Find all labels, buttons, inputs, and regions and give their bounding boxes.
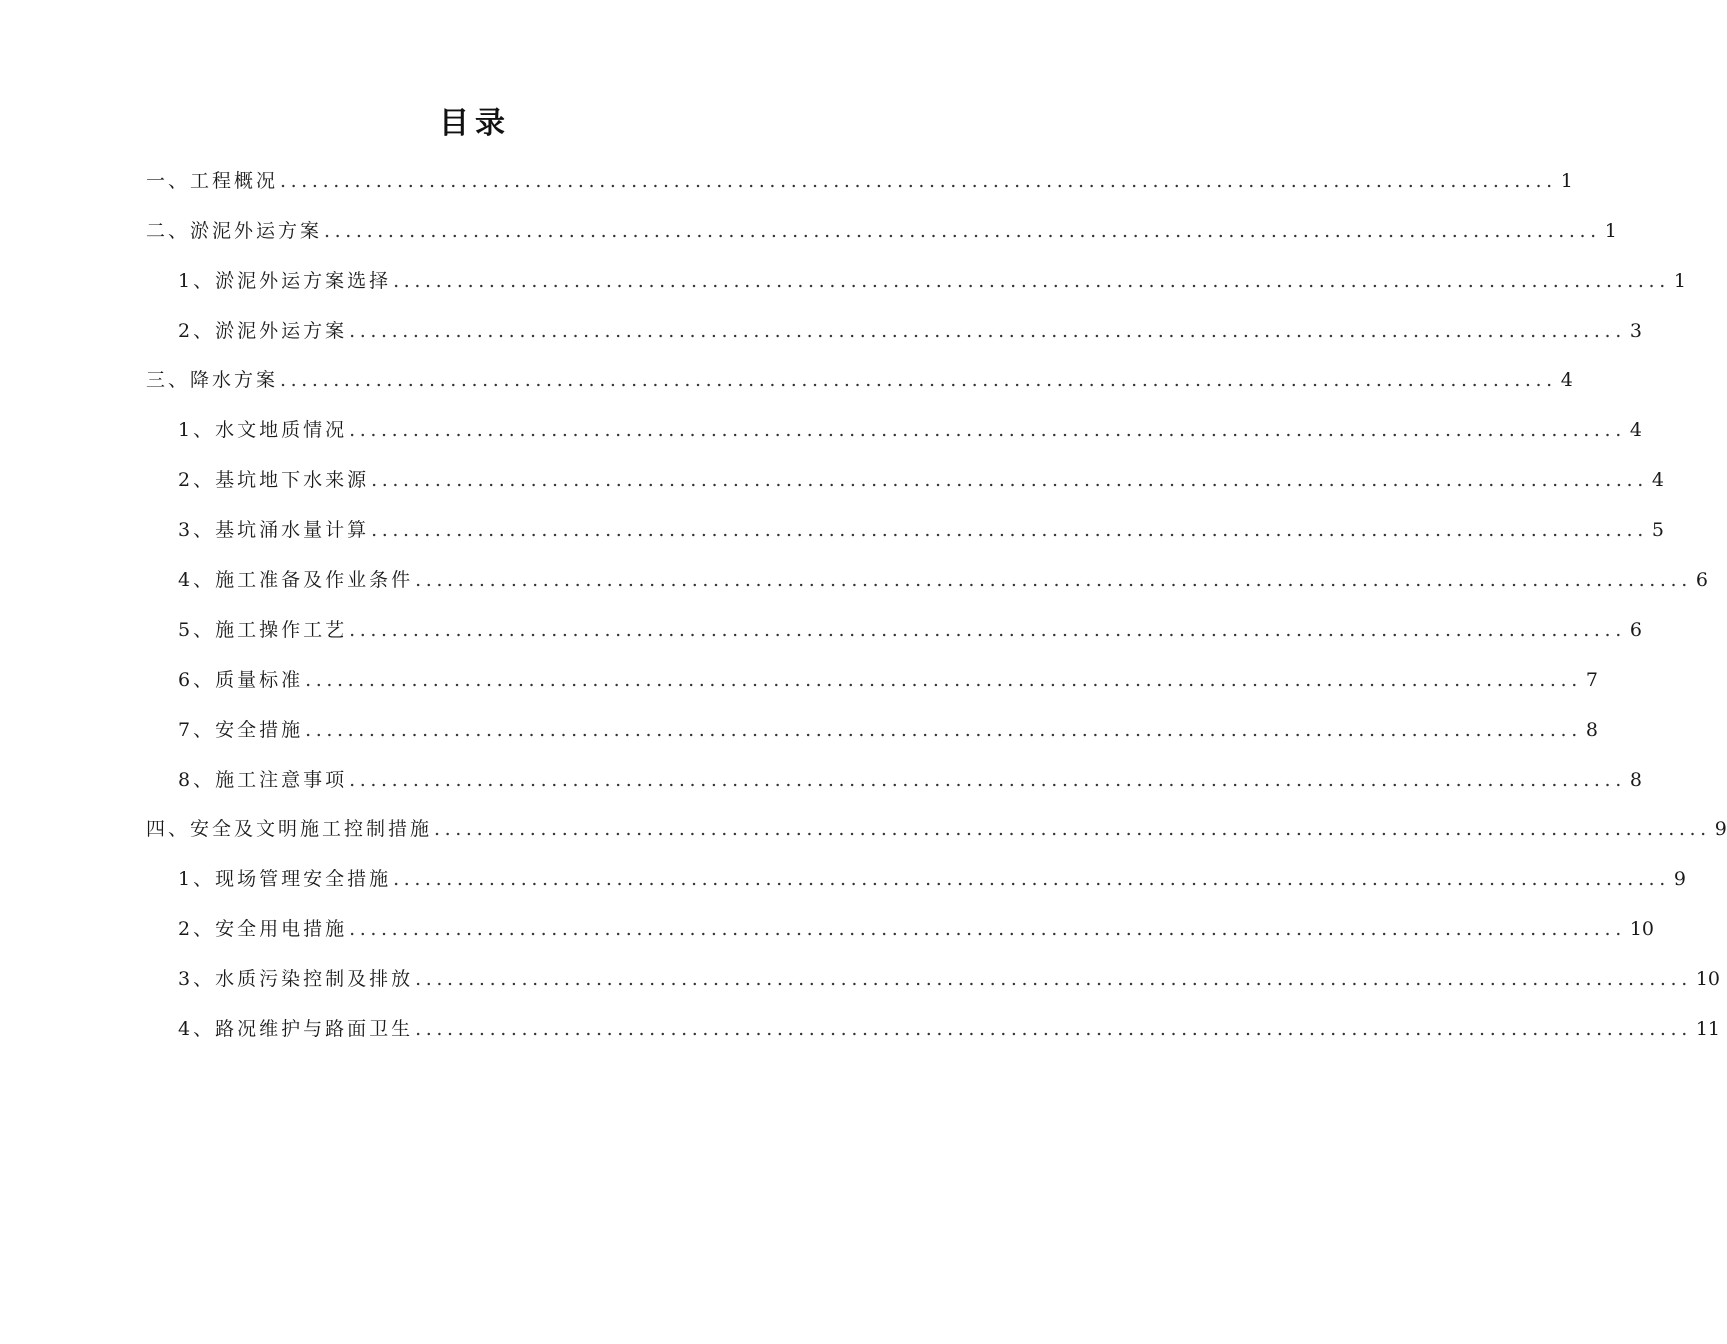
toc-title: 目录 — [439, 106, 511, 141]
toc-leader-dots: ........................................................................................................................ — [349, 918, 1626, 941]
toc-entry-text: 3、基坑涌水量计算 — [178, 519, 370, 542]
toc-leader-dots: ........................................................................................................................ — [415, 968, 1692, 991]
toc-leader-dots: ........................................................................................................................ — [280, 169, 1557, 192]
toc-leader-dots: ........................................................................................................................ — [393, 868, 1670, 891]
toc-entry[interactable] — [146, 255, 1686, 305]
toc-leader-dots: ........................................................................................................................ — [305, 668, 1582, 691]
toc-entry[interactable] — [146, 1003, 1721, 1053]
toc-entry-text: 2、安全用电措施 — [178, 918, 348, 941]
toc-entry[interactable] — [146, 155, 1573, 205]
toc-leader-dots: ........................................................................................................................ — [371, 519, 1648, 542]
toc-leader-dots: ........................................................................................................................ — [371, 469, 1648, 492]
toc-entry-page: 1 — [1604, 219, 1617, 242]
toc-entry[interactable] — [146, 953, 1721, 1003]
toc-entry-text: 三、降水方案 — [146, 369, 279, 392]
toc-entry-text: 二、淤泥外运方案 — [146, 219, 323, 242]
toc-leader-dots: ........................................................................................................................ — [415, 569, 1692, 592]
toc-entry-text: 8、施工注意事项 — [178, 768, 348, 791]
toc-entry-page: 6 — [1629, 618, 1642, 641]
toc-leader-dots: ........................................................................................................................ — [305, 718, 1582, 741]
toc-entry-page: 6 — [1695, 569, 1708, 592]
toc-entry-page: 1 — [1673, 269, 1686, 292]
toc-entry[interactable] — [146, 454, 1664, 504]
toc-leader-dots: ........................................................................................................................ — [434, 818, 1711, 841]
toc-leader-dots: ........................................................................................................................ — [324, 219, 1601, 242]
toc-entry-page: 8 — [1629, 768, 1642, 791]
toc-leader-dots: ........................................................................................................................ — [415, 1018, 1692, 1041]
toc-entry-text: 1、现场管理安全措施 — [178, 868, 392, 891]
toc-entry-page: 4 — [1629, 419, 1642, 442]
toc-list — [146, 155, 1727, 1053]
toc-entry[interactable] — [146, 704, 1598, 754]
toc-leader-dots: ........................................................................................................................ — [349, 768, 1626, 791]
toc-entry-text: 4、施工准备及作业条件 — [178, 569, 414, 592]
toc-entry[interactable] — [146, 853, 1686, 903]
toc-leader-dots: ........................................................................................................................ — [349, 319, 1626, 342]
toc-entry-text: 3、水质污染控制及排放 — [178, 968, 414, 991]
toc-entry-page: 8 — [1585, 718, 1598, 741]
toc-entry-page: 1 — [1560, 169, 1573, 192]
toc-entry[interactable] — [146, 404, 1642, 454]
toc-entry-text: 1、淤泥外运方案选择 — [178, 269, 392, 292]
toc-entry-text: 4、路况维护与路面卫生 — [178, 1018, 414, 1041]
toc-entry-page: 5 — [1651, 519, 1664, 542]
toc-entry[interactable] — [146, 754, 1642, 804]
toc-entry-page: 9 — [1673, 868, 1686, 891]
toc-entry-page: 11 — [1695, 1018, 1721, 1041]
toc-entry-page: 10 — [1629, 918, 1655, 941]
toc-entry-page: 9 — [1714, 818, 1727, 841]
toc-entry-page: 4 — [1560, 369, 1573, 392]
toc-entry[interactable] — [146, 305, 1642, 355]
toc-entry-page: 7 — [1585, 668, 1598, 691]
toc-leader-dots: ........................................................................................................................ — [349, 419, 1626, 442]
toc-entry-page: 10 — [1695, 968, 1721, 991]
toc-entry[interactable] — [146, 804, 1727, 854]
toc-leader-dots: ........................................................................................................................ — [280, 369, 1557, 392]
toc-entry-page: 3 — [1629, 319, 1642, 342]
toc-leader-dots: ........................................................................................................................ — [393, 269, 1670, 292]
toc-entry-text: 2、基坑地下水来源 — [178, 469, 370, 492]
toc-leader-dots: ........................................................................................................................ — [349, 618, 1626, 641]
toc-entry-text: 5、施工操作工艺 — [178, 618, 348, 641]
toc-entry-text: 7、安全措施 — [178, 718, 304, 741]
toc-entry[interactable] — [146, 554, 1708, 604]
toc-entry[interactable] — [146, 205, 1617, 255]
toc-entry-text: 四、安全及文明施工控制措施 — [146, 818, 433, 841]
toc-entry-text: 6、质量标准 — [178, 668, 304, 691]
toc-entry-text: 1、水文地质情况 — [178, 419, 348, 442]
toc-entry-text: 2、淤泥外运方案 — [178, 319, 348, 342]
toc-entry[interactable] — [146, 903, 1655, 953]
toc-entry[interactable] — [146, 654, 1598, 704]
toc-entry[interactable] — [146, 355, 1573, 405]
toc-entry-text: 一、工程概况 — [146, 169, 279, 192]
toc-entry[interactable] — [146, 604, 1642, 654]
toc-entry[interactable] — [146, 504, 1664, 554]
toc-entry-page: 4 — [1651, 469, 1664, 492]
